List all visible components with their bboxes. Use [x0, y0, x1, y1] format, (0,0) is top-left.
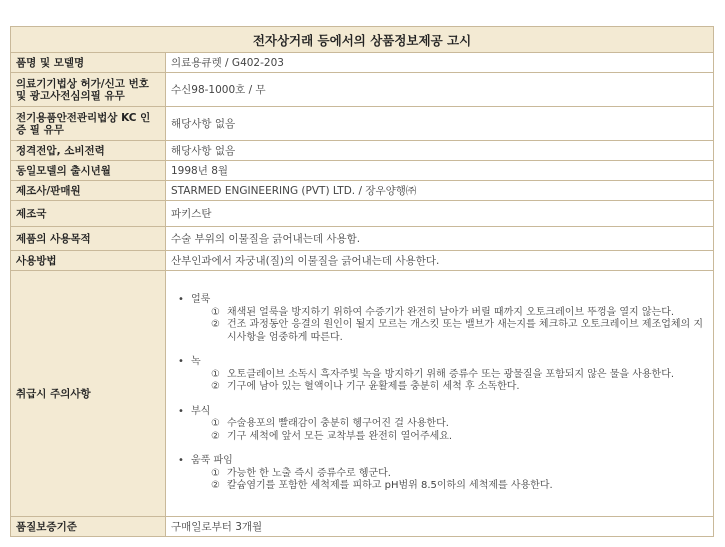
- bullet-icon: •: [178, 405, 184, 417]
- info-row: [11, 53, 714, 73]
- row-value: 수신98-1000호 / 무: [166, 73, 714, 107]
- row-label: 제조국: [11, 201, 166, 227]
- row-value: 산부인과에서 자궁내(질)의 이물질을 긁어내는데 사용한다.: [166, 251, 714, 271]
- row-label: 제품의 사용목적: [11, 227, 166, 251]
- caution-item: [211, 480, 708, 493]
- info-row: [11, 251, 714, 271]
- caution-items: [211, 307, 708, 345]
- caution-item-number: ②: [211, 381, 220, 393]
- caution-item-text: 오토클레이브 소독시 흑자주빛 녹을 방지하기 위해 증류수 또는 광물질을 포함되지 않은 물을 사용한다.: [227, 368, 675, 380]
- caution-item-text: 수술용포의 빨래감이 충분히 헹구어진 걸 사용한다.: [227, 418, 449, 430]
- caution-group-title-text: 부식: [191, 405, 211, 417]
- caution-items: [211, 369, 708, 394]
- info-row: [11, 73, 714, 107]
- caution-item-number: ①: [211, 418, 220, 430]
- caution-item: [211, 468, 708, 481]
- caution-item: [211, 431, 708, 444]
- caution-group-title: [171, 294, 708, 307]
- bullet-icon: •: [178, 455, 184, 467]
- caution-item: [211, 369, 708, 382]
- info-row: [11, 141, 714, 161]
- caution-group-title: [171, 356, 708, 369]
- row-value: 1998년 8월: [166, 161, 714, 181]
- info-row: [11, 201, 714, 227]
- row-value: 수술 부위의 이물질을 긁어내는데 사용함.: [166, 227, 714, 251]
- caution-item-number: ①: [211, 467, 220, 479]
- caution-item: [211, 381, 708, 394]
- row-label: 동일모델의 출시년월: [11, 161, 166, 181]
- caution-item-number: ②: [211, 480, 220, 492]
- row-label: 전기용품안전관리법상 KC 인증 필 유무: [11, 107, 166, 141]
- caution-item-number: ①: [211, 306, 220, 318]
- caution-items: [211, 468, 708, 493]
- caution-group: [171, 294, 708, 344]
- cautions-row: [11, 271, 714, 517]
- row-label: 사용방법: [11, 251, 166, 271]
- info-row: [11, 161, 714, 181]
- caution-group-title-text: 녹: [191, 356, 201, 368]
- caution-item-number: ②: [211, 319, 220, 331]
- caution-item-text: 기구 세척에 앞서 모든 교착부를 완전히 열어주세요.: [227, 430, 453, 442]
- bullet-icon: •: [178, 294, 184, 306]
- page-title: 전자상거래 등에서의 상품정보제공 고시: [11, 27, 714, 53]
- caution-item: [211, 418, 708, 431]
- caution-group-title-text: 얼룩: [191, 294, 211, 306]
- warranty-value: 구매일로부터 3개월: [166, 517, 714, 537]
- caution-item-text: 건조 과정동안 응결의 원인이 될지 모르는 개스킷 또는 밸브가 새는지를 체크하고 오토크레이브 제조업체의 지시사항을 엄중하게 따른다.: [227, 319, 704, 343]
- warranty-row: [11, 517, 714, 537]
- caution-item-text: 채색된 얼룩을 방지하기 위하여 수증기가 완전히 날아가 버릴 때까지 오토크레이브 뚜껑을 열지 않는다.: [227, 306, 675, 318]
- caution-group-title: [171, 455, 708, 468]
- row-label: 제조사/판매원: [11, 181, 166, 201]
- caution-item-text: 칼슘염기를 포함한 세척제를 피하고 pH범위 8.5이하의 세척제를 사용한다.: [227, 480, 553, 492]
- caution-item-text: 기구에 남아 있는 혈액이나 기구 윤활제를 충분히 세척 후 소독한다.: [227, 381, 520, 393]
- bullet-icon: •: [178, 356, 184, 368]
- row-value: 파키스탄: [166, 201, 714, 227]
- caution-group-title-text: 움푹 파임: [191, 455, 233, 467]
- caution-group: [171, 406, 708, 444]
- caution-group: [171, 455, 708, 493]
- row-value: STARMED ENGINEERING (PVT) LTD. / 장우양행㈜: [166, 181, 714, 201]
- info-row: [11, 227, 714, 251]
- product-info-table: [10, 26, 714, 537]
- cautions-content: [166, 271, 714, 517]
- cautions-label: 취급시 주의사항: [11, 271, 166, 517]
- caution-item-text: 가능한 한 노출 즉시 증류수로 헹군다.: [227, 467, 391, 479]
- caution-item-number: ②: [211, 430, 220, 442]
- row-label: 정격전압, 소비전력: [11, 141, 166, 161]
- caution-item: [211, 319, 708, 344]
- info-row: [11, 107, 714, 141]
- info-row: [11, 181, 714, 201]
- title-row: [11, 27, 714, 53]
- caution-group-title: [171, 406, 708, 419]
- caution-item: [211, 307, 708, 320]
- warranty-label: 품질보증기준: [11, 517, 166, 537]
- row-value: 의료용큐렛 / G402-203: [166, 53, 714, 73]
- caution-item-number: ①: [211, 368, 220, 380]
- row-value: 해당사항 없음: [166, 107, 714, 141]
- row-label: 품명 및 모델명: [11, 53, 166, 73]
- caution-group: [171, 356, 708, 394]
- row-label: 의료기기법상 허가/신고 번호 및 광고사전심의필 유무: [11, 73, 166, 107]
- row-value: 해당사항 없음: [166, 141, 714, 161]
- caution-items: [211, 418, 708, 443]
